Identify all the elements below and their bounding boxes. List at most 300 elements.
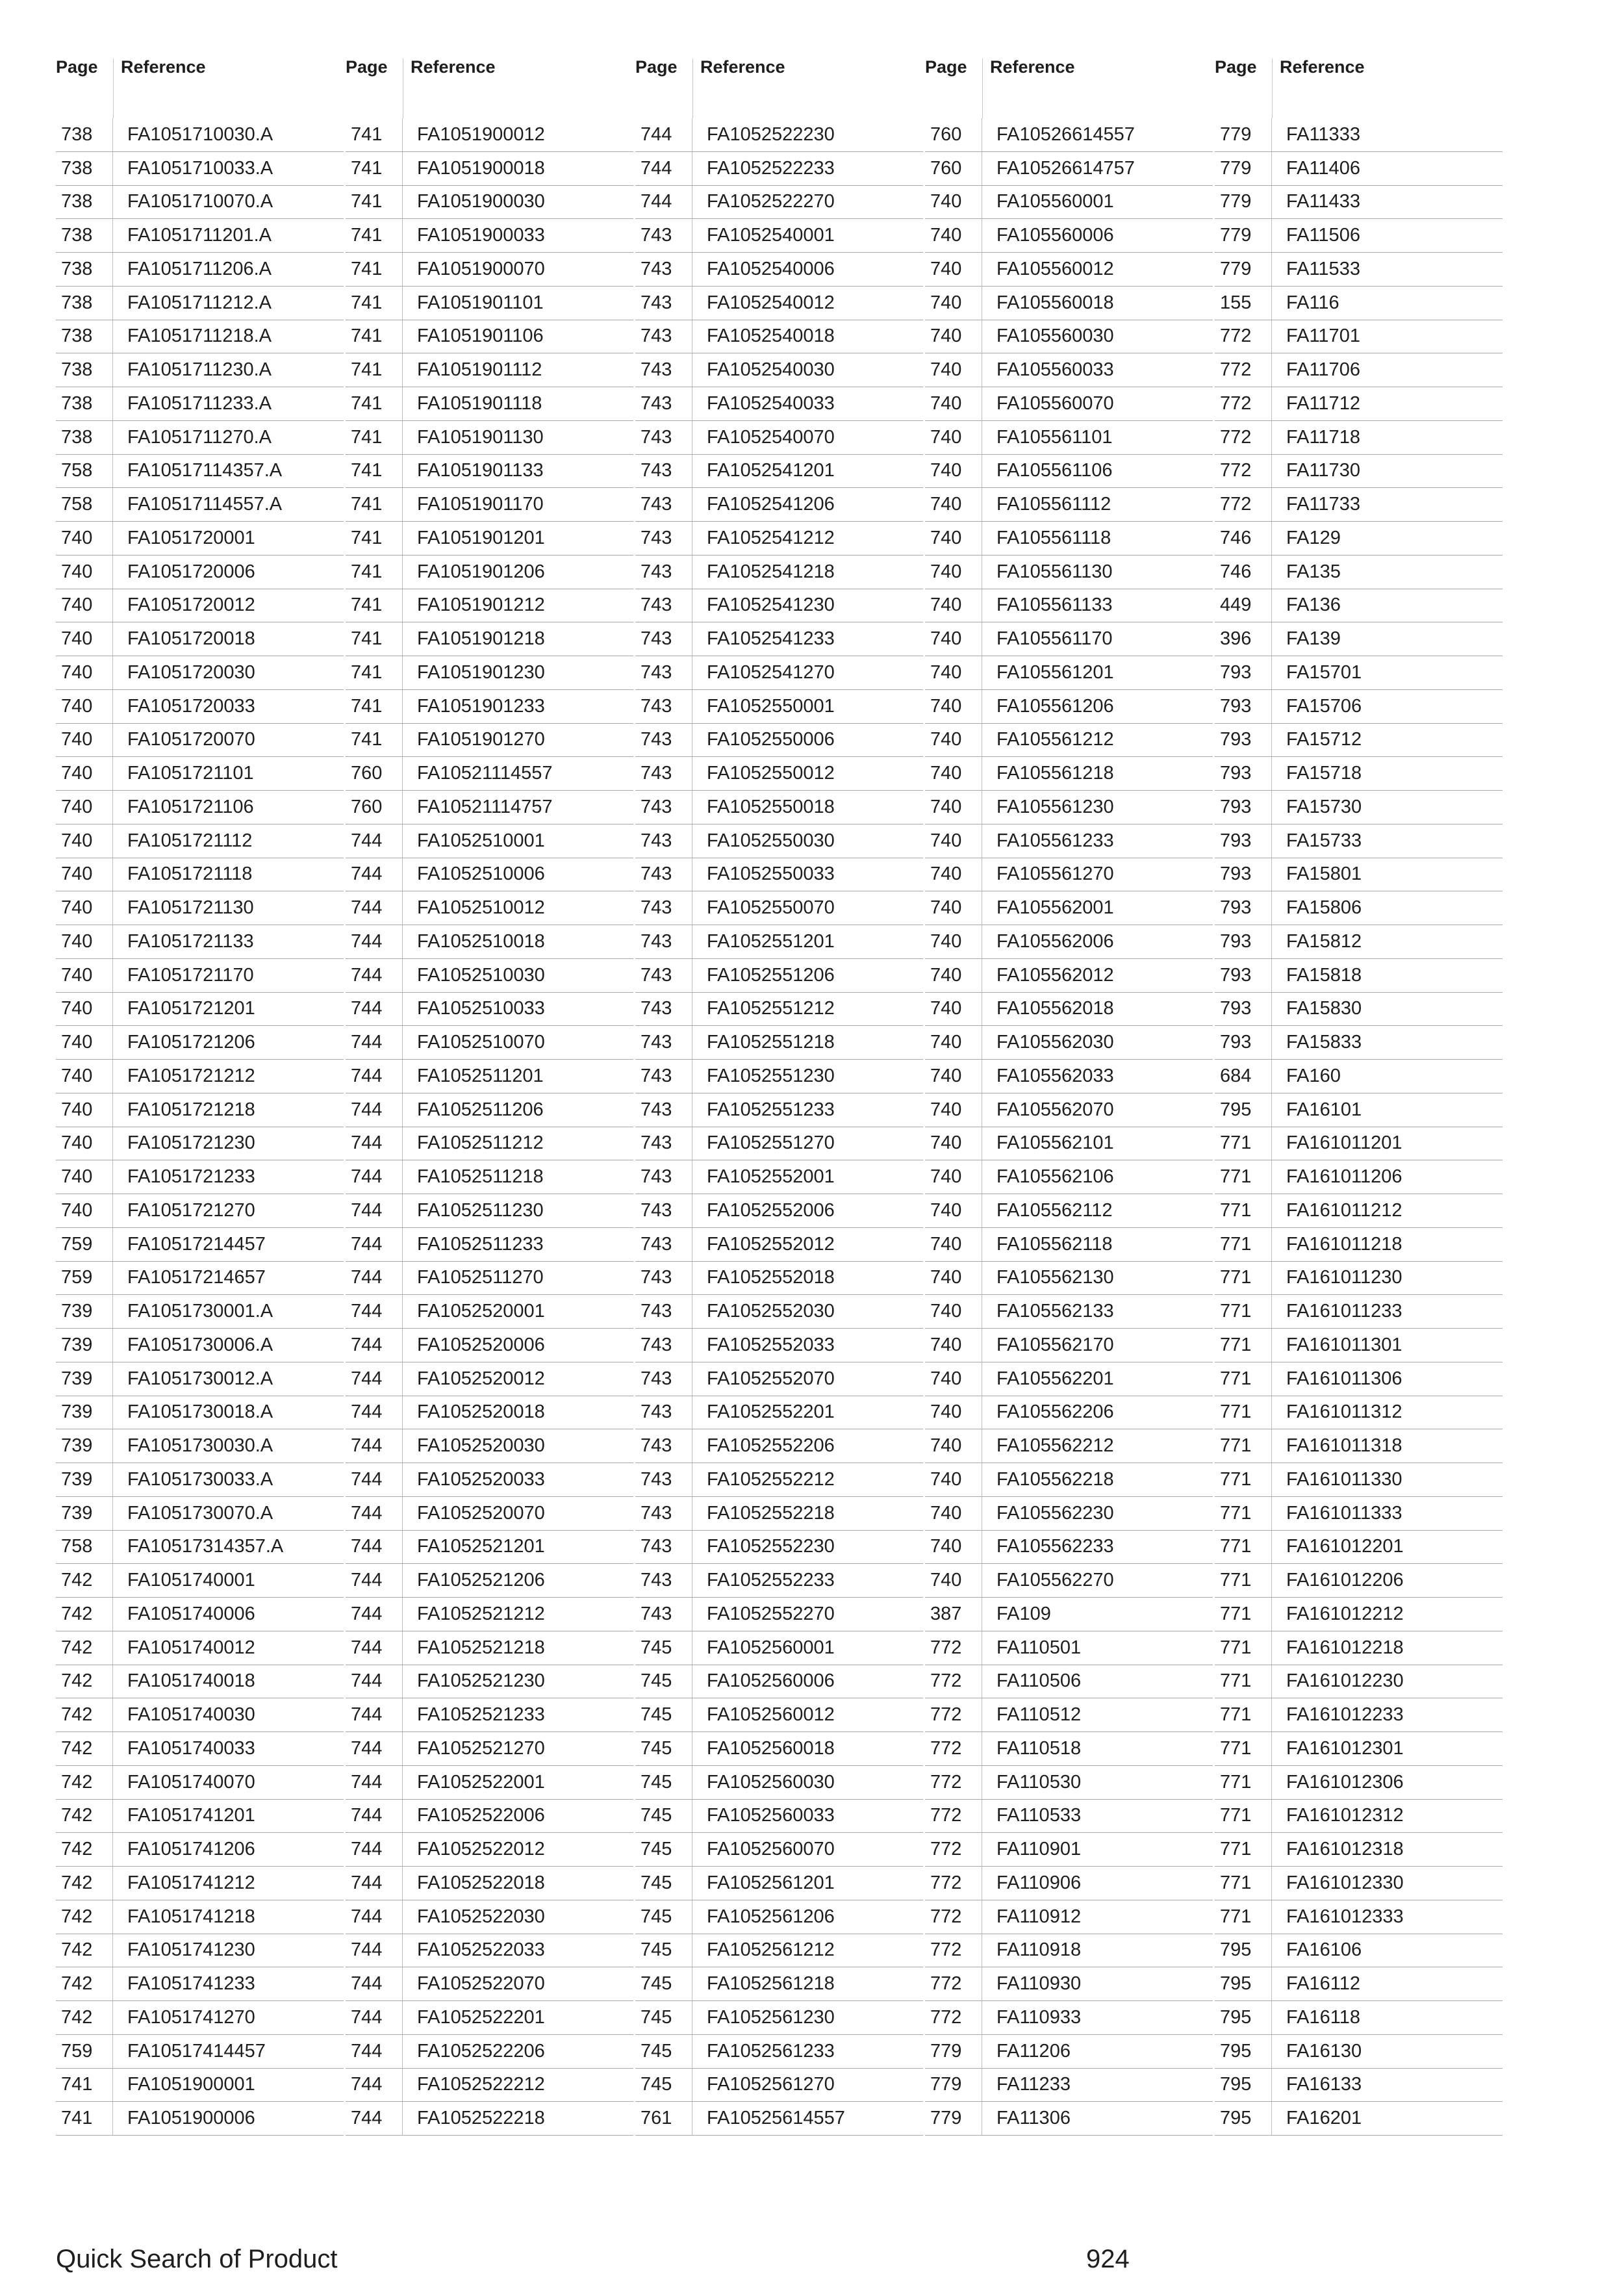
page-number-cell: 740 (925, 925, 982, 958)
reference-cell: FA1052541218 (707, 561, 835, 582)
table-row (635, 1362, 923, 1396)
reference-cell: FA1051901230 (417, 661, 545, 683)
reference-cell: FA1052550070 (707, 897, 835, 919)
reference-cell: FA1052522070 (417, 1973, 545, 1995)
page-number-cell: 745 (635, 2035, 692, 2068)
reference-cell: FA1052540070 (707, 426, 835, 448)
table-row (346, 622, 633, 656)
page-number-cell: 771 (1215, 1598, 1272, 1631)
table-row (925, 1698, 1213, 1732)
page-number-cell: 771 (1215, 1463, 1272, 1496)
table-row (635, 455, 923, 489)
reference-cell: FA110518 (996, 1737, 1082, 1759)
page-number-cell: 741 (346, 656, 403, 689)
reference-cell: FA1051741233 (127, 1973, 255, 1995)
page-number-cell: 771 (1215, 1631, 1272, 1665)
page-number-cell: 742 (56, 1598, 113, 1631)
table-row (1215, 556, 1503, 589)
table-row (1215, 1564, 1503, 1598)
table-row (925, 1396, 1213, 1430)
reference-cell: FA161011233 (1286, 1301, 1402, 1322)
reference-cell: FA1052510070 (417, 1032, 545, 1053)
table-row (56, 2102, 344, 2136)
reference-cell: FA1052510006 (417, 863, 545, 885)
reference-cell: FA15712 (1286, 729, 1362, 750)
reference-cell: FA1052552270 (707, 1603, 835, 1624)
page-number-cell: 744 (346, 1160, 403, 1194)
table-row (635, 1867, 923, 1900)
table-row (346, 1026, 633, 1060)
page-number-cell: 741 (346, 320, 403, 353)
reference-cell: FA11506 (1286, 225, 1360, 246)
reference-cell: FA1051721133 (127, 930, 254, 952)
table-row (346, 1194, 633, 1228)
table-row (346, 219, 633, 253)
index-rows (1215, 118, 1503, 2136)
page-number-cell: 743 (635, 353, 692, 387)
table-row (346, 1934, 633, 1968)
page-number-cell: 740 (925, 186, 982, 219)
table-row (346, 1766, 633, 1800)
table-row (346, 1127, 633, 1161)
reference-cell: FA1051900033 (417, 225, 545, 246)
reference-cell: FA1051721112 (127, 830, 253, 851)
page-number-cell: 740 (925, 757, 982, 790)
index-column (1215, 49, 1503, 2136)
reference-cell: FA11306 (996, 2108, 1071, 2129)
table-row (635, 1598, 923, 1631)
reference-cell: FA10526614757 (996, 157, 1135, 179)
page-number-cell: 742 (56, 1900, 113, 1934)
reference-cell: FA1052520033 (417, 1468, 545, 1490)
page-number-cell: 741 (346, 556, 403, 589)
reference-cell: FA105562030 (996, 1032, 1114, 1053)
table-row (925, 186, 1213, 220)
page-number-cell: 744 (346, 1934, 403, 1967)
page-number-cell: 740 (925, 1160, 982, 1194)
table-row (1215, 1867, 1503, 1900)
reference-cell: FA1051721218 (127, 1099, 255, 1120)
page-number-cell: 741 (346, 589, 403, 622)
reference-cell: FA1051741270 (127, 2006, 255, 2028)
reference-cell: FA10517114357.A (127, 460, 283, 481)
reference-cell: FA1052550033 (707, 863, 835, 885)
page-number-cell: 793 (1215, 791, 1272, 824)
table-row (1215, 287, 1503, 320)
reference-cell: FA1051730012.A (127, 1368, 273, 1389)
table-row (635, 1295, 923, 1329)
table-row (56, 824, 344, 858)
reference-cell: FA1052550001 (707, 695, 835, 717)
reference-cell: FA161012312 (1286, 1805, 1404, 1826)
page-number-cell: 741 (346, 488, 403, 521)
table-row (346, 1295, 633, 1329)
reference-cell: FA1052552070 (707, 1368, 835, 1389)
reference-cell: FA105560006 (996, 225, 1114, 246)
page-number-cell: 740 (925, 1429, 982, 1463)
page-number-cell: 758 (56, 455, 113, 488)
page-header-label: Page (56, 57, 98, 77)
reference-cell: FA161011230 (1286, 1267, 1402, 1288)
page-number-cell: 759 (56, 2035, 113, 2068)
table-row (635, 1262, 923, 1296)
table-row (1215, 1396, 1503, 1430)
page-number-cell: 744 (346, 1228, 403, 1261)
table-row (635, 791, 923, 824)
table-row (346, 1598, 633, 1631)
page-number-cell: 771 (1215, 1867, 1272, 1900)
page-number-cell: 771 (1215, 1329, 1272, 1362)
reference-cell: FA1052552233 (707, 1570, 835, 1591)
reference-cell: FA1051711218.A (127, 326, 272, 347)
page-number-cell: 396 (1215, 622, 1272, 656)
table-row (56, 1127, 344, 1161)
page-number-cell: 759 (56, 1228, 113, 1261)
page-number-cell: 744 (346, 1026, 403, 1059)
reference-header-label: Reference (700, 57, 785, 77)
table-row (346, 757, 633, 791)
reference-cell: FA110906 (996, 1872, 1082, 1893)
reference-cell: FA105561118 (996, 527, 1111, 548)
table-row (635, 353, 923, 387)
page-number-cell: 744 (346, 1329, 403, 1362)
table-row (925, 1362, 1213, 1396)
table-row (56, 925, 344, 959)
reference-cell: FA1052540030 (707, 359, 835, 381)
table-row (1215, 253, 1503, 287)
reference-cell: FA1051711201.A (127, 225, 272, 246)
table-row (635, 2069, 923, 2102)
page-number-cell: 742 (56, 1564, 113, 1597)
page-number-cell: 740 (56, 1127, 113, 1160)
reference-cell: FA161012330 (1286, 1872, 1404, 1893)
reference-cell: FA11406 (1286, 157, 1360, 179)
page-number-cell: 744 (346, 993, 403, 1026)
reference-cell: FA161012206 (1286, 1570, 1404, 1591)
page-number-cell: 740 (56, 1160, 113, 1194)
page-number-cell: 771 (1215, 1194, 1272, 1227)
page-number-cell: 743 (635, 1531, 692, 1564)
table-row (925, 1967, 1213, 2001)
table-row (1215, 488, 1503, 522)
page-number-cell: 771 (1215, 1800, 1272, 1833)
reference-cell: FA105561170 (996, 628, 1113, 650)
reference-cell: FA1051721212 (127, 1065, 255, 1086)
page-number-cell: 739 (56, 1396, 113, 1429)
reference-cell: FA105560070 (996, 392, 1114, 414)
reference-cell: FA136 (1286, 594, 1341, 616)
table-row (635, 1329, 923, 1362)
page-number-cell: 771 (1215, 1160, 1272, 1194)
page-number-cell: 779 (1215, 186, 1272, 219)
reference-cell: FA1052550018 (707, 796, 835, 817)
reference-cell: FA110506 (996, 1670, 1082, 1692)
page-number-cell: 772 (1215, 488, 1272, 521)
table-row (1215, 455, 1503, 489)
page-number-cell: 779 (925, 2035, 982, 2068)
reference-header-label: Reference (990, 57, 1075, 77)
reference-cell: FA1052522233 (707, 157, 835, 179)
page-number-cell: 742 (56, 1833, 113, 1866)
page-number-cell: 740 (925, 1531, 982, 1564)
table-row (1215, 622, 1503, 656)
page-number-cell: 739 (56, 1497, 113, 1530)
reference-cell: FA1052560018 (707, 1737, 835, 1759)
page-number-cell: 746 (1215, 522, 1272, 555)
page-number-cell: 741 (346, 287, 403, 320)
reference-cell: FA1052511212 (417, 1132, 544, 1154)
reference-cell: FA11333 (1286, 123, 1360, 145)
page-number-cell: 743 (635, 858, 692, 891)
page-number-cell: 793 (1215, 824, 1272, 858)
table-row (346, 118, 633, 152)
table-row (925, 1497, 1213, 1531)
table-row (346, 1429, 633, 1463)
page-number-cell: 771 (1215, 1732, 1272, 1765)
reference-cell: FA1051720001 (127, 527, 255, 548)
page-number-cell: 740 (925, 219, 982, 252)
page-number-cell: 740 (56, 724, 113, 757)
page-number-cell: 744 (346, 2069, 403, 2102)
reference-cell: FA10521114757 (417, 796, 553, 817)
page-number-cell: 739 (56, 1429, 113, 1463)
table-row (56, 152, 344, 186)
reference-cell: FA1052541230 (707, 594, 835, 616)
table-row (925, 1665, 1213, 1699)
reference-cell: FA1052522270 (707, 191, 835, 212)
table-row (56, 1631, 344, 1665)
reference-cell: FA1052541206 (707, 494, 835, 515)
table-row (635, 656, 923, 690)
table-row (1215, 2069, 1503, 2102)
table-row (56, 320, 344, 354)
reference-cell: FA15818 (1286, 964, 1362, 986)
table-row (56, 1934, 344, 1968)
reference-cell: FA1052561270 (707, 2074, 835, 2095)
table-row (56, 724, 344, 758)
table-row (1215, 1531, 1503, 1565)
table-row (346, 791, 633, 824)
page-number-cell: 779 (1215, 152, 1272, 185)
table-row (56, 1396, 344, 1430)
reference-cell: FA1052521201 (417, 1536, 545, 1557)
page-number-cell: 743 (635, 724, 692, 757)
table-row (56, 656, 344, 690)
reference-cell: FA110901 (996, 1839, 1082, 1860)
reference-cell: FA1052522006 (417, 1805, 545, 1826)
reference-cell: FA16106 (1286, 1939, 1362, 1961)
page-number-cell: 744 (346, 1900, 403, 1934)
page-number-cell: 745 (635, 1900, 692, 1934)
page-number-cell: 738 (56, 186, 113, 219)
table-row (1215, 1698, 1503, 1732)
reference-cell: FA161012306 (1286, 1771, 1404, 1793)
reference-cell: FA1051741201 (127, 1805, 255, 1826)
page-number-cell: 741 (346, 724, 403, 757)
page-number-cell: 744 (346, 1362, 403, 1396)
reference-header-label: Reference (121, 57, 206, 77)
reference-cell: FA1052521218 (417, 1637, 545, 1658)
page-number-cell: 449 (1215, 589, 1272, 622)
table-row (925, 1329, 1213, 1362)
table-row (1215, 1833, 1503, 1867)
reference-cell: FA105562233 (996, 1536, 1114, 1557)
page-number-cell: 741 (346, 387, 403, 420)
table-row (346, 656, 633, 690)
page-number-cell: 740 (925, 455, 982, 488)
reference-cell: FA11701 (1286, 326, 1360, 347)
table-row (925, 1531, 1213, 1565)
reference-cell: FA1052552033 (707, 1334, 835, 1355)
page-number-cell: 738 (56, 353, 113, 387)
page-number-cell: 772 (925, 1698, 982, 1731)
table-row (925, 656, 1213, 690)
page-number-cell: 793 (1215, 993, 1272, 1026)
table-row (635, 1228, 923, 1262)
table-row (635, 1766, 923, 1800)
table-row (635, 522, 923, 556)
table-row (56, 421, 344, 455)
page-number-cell: 760 (346, 791, 403, 824)
table-row (1215, 1463, 1503, 1497)
page-number-cell: 771 (1215, 1396, 1272, 1429)
page-number-cell: 740 (56, 925, 113, 958)
footer-page-number: 924 (1086, 2245, 1130, 2273)
table-row (1215, 1362, 1503, 1396)
reference-cell: FA1052552001 (707, 1166, 835, 1188)
reference-cell: FA1051740012 (127, 1637, 255, 1658)
reference-cell: FA1051900012 (417, 123, 545, 145)
page-number-cell: 743 (635, 622, 692, 656)
reference-cell: FA105560001 (996, 191, 1114, 212)
table-row (925, 1564, 1213, 1598)
reference-cell: FA1051901206 (417, 561, 545, 582)
page-number-cell: 740 (56, 891, 113, 925)
table-row (346, 1362, 633, 1396)
table-row (1215, 1732, 1503, 1766)
table-row (56, 387, 344, 421)
table-row (925, 925, 1213, 959)
table-row (635, 421, 923, 455)
table-row (635, 152, 923, 186)
page-number-cell: 742 (56, 1867, 113, 1900)
reference-cell: FA1051901233 (417, 695, 545, 717)
table-row (635, 1160, 923, 1194)
reference-cell: FA161012301 (1286, 1737, 1404, 1759)
reference-cell: FA10517414457 (127, 2040, 266, 2062)
reference-cell: FA135 (1286, 561, 1341, 582)
page-number-cell: 743 (635, 1160, 692, 1194)
page-number-cell: 758 (56, 488, 113, 521)
table-row (346, 1967, 633, 2001)
reference-cell: FA105561270 (996, 863, 1114, 885)
table-row (925, 421, 1213, 455)
page-number-cell: 744 (346, 1800, 403, 1833)
reference-cell: FA1051901130 (417, 426, 544, 448)
page-number-cell: 738 (56, 253, 113, 286)
reference-cell: FA105560018 (996, 292, 1114, 313)
reference-cell: FA16101 (1286, 1099, 1362, 1120)
reference-cell: FA1052541270 (707, 661, 835, 683)
reference-cell: FA11533 (1286, 258, 1360, 279)
reference-cell: FA1052521212 (417, 1603, 545, 1624)
table-row (1215, 959, 1503, 993)
table-row (925, 1228, 1213, 1262)
reference-cell: FA1051741206 (127, 1839, 255, 1860)
page-number-cell: 743 (635, 1598, 692, 1631)
table-row (1215, 1800, 1503, 1833)
reference-cell: FA1052540006 (707, 258, 835, 279)
table-row (346, 724, 633, 758)
page-number-cell: 744 (346, 1631, 403, 1665)
page-number-cell: 745 (635, 2001, 692, 2034)
page-number-cell: 760 (346, 757, 403, 790)
page-number-cell: 738 (56, 152, 113, 185)
page-number-cell: 793 (1215, 690, 1272, 723)
table-row (635, 1194, 923, 1228)
page-number-cell: 772 (1215, 387, 1272, 420)
reference-cell: FA1052561218 (707, 1973, 835, 1995)
reference-cell: FA1051901201 (417, 527, 545, 548)
table-row (346, 2069, 633, 2102)
table-row (925, 1060, 1213, 1093)
page-number-cell: 740 (925, 1262, 982, 1295)
reference-cell: FA15833 (1286, 1032, 1362, 1053)
page-number-cell: 795 (1215, 2069, 1272, 2102)
table-row (635, 1463, 923, 1497)
page-number-cell: 740 (925, 1497, 982, 1530)
table-row (346, 1160, 633, 1194)
page-number-cell: 740 (925, 1127, 982, 1160)
table-row (925, 320, 1213, 354)
page-number-cell: 795 (1215, 1967, 1272, 2000)
table-row (635, 320, 923, 354)
reference-cell: FA1052551218 (707, 1032, 835, 1053)
table-row (1215, 1160, 1503, 1194)
reference-cell: FA1051721170 (127, 964, 254, 986)
reference-cell: FA1051901212 (417, 594, 545, 616)
table-row (56, 287, 344, 320)
page-number-cell: 743 (635, 959, 692, 992)
table-row (1215, 522, 1503, 556)
reference-cell: FA1052520001 (417, 1301, 545, 1322)
reference-cell: FA105560033 (996, 359, 1114, 381)
page-number-cell: 779 (1215, 118, 1272, 151)
page-number-cell: 772 (925, 2001, 982, 2034)
table-row (925, 2102, 1213, 2136)
table-row (56, 1531, 344, 1565)
reference-cell: FA1051900006 (127, 2108, 255, 2129)
table-row (1215, 1429, 1503, 1463)
page-number-cell: 771 (1215, 1228, 1272, 1261)
reference-cell: FA161011301 (1286, 1334, 1402, 1355)
page-number-cell: 740 (56, 824, 113, 858)
page-number-cell: 740 (925, 1228, 982, 1261)
page-number-cell: 742 (56, 1766, 113, 1799)
reference-cell: FA1052560006 (707, 1670, 835, 1692)
page-number-cell: 743 (635, 455, 692, 488)
reference-cell: FA161012218 (1286, 1637, 1404, 1658)
page-number-cell: 744 (346, 1396, 403, 1429)
reference-cell: FA1051730018.A (127, 1401, 273, 1423)
table-row (56, 1800, 344, 1833)
page-number-cell: 740 (925, 1463, 982, 1496)
page-number-cell: 744 (346, 1429, 403, 1463)
page-number-cell: 740 (56, 993, 113, 1026)
reference-cell: FA1052511270 (417, 1267, 544, 1288)
reference-cell: FA1052511206 (417, 1099, 544, 1120)
reference-cell: FA1052561206 (707, 1906, 835, 1927)
